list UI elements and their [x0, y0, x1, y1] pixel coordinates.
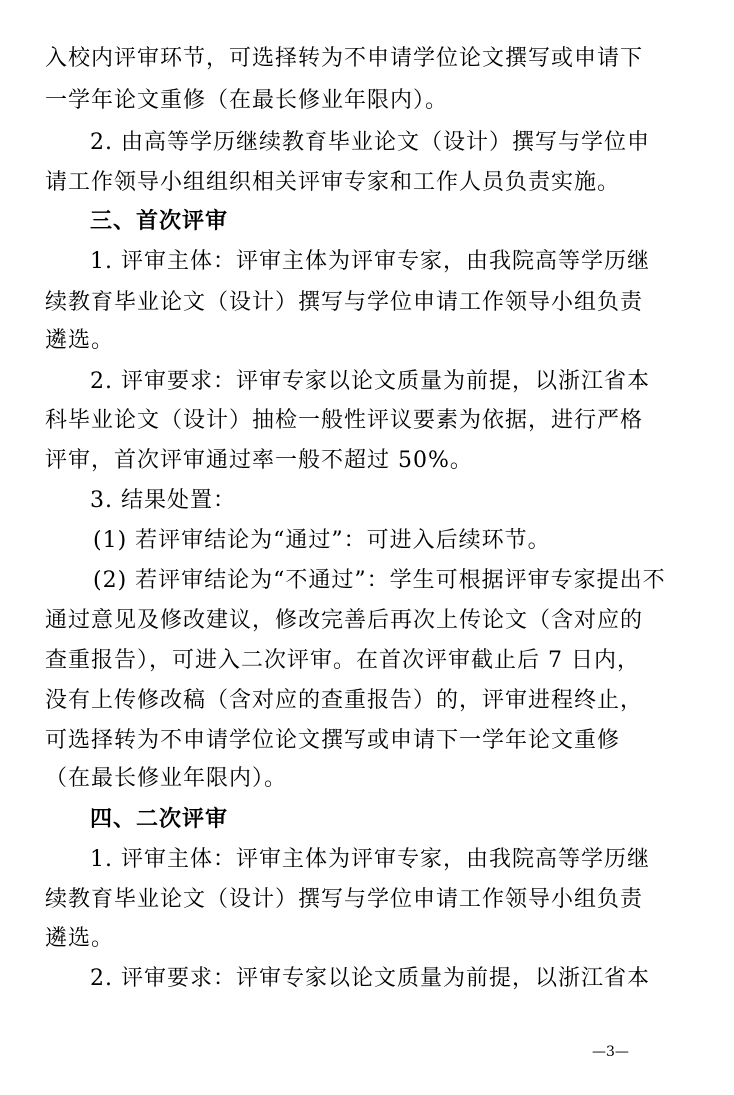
text-line: 一学年论文重修（在最长修业年限内）。	[45, 88, 449, 113]
paragraph-start: 2. 评审要求：评审专家以论文质量为前提，以浙江省本	[90, 369, 650, 394]
text-line: 续教育毕业论文（设计）撰写与学位申请工作领导小组负责	[45, 887, 644, 912]
text-line: 可选择转为不申请学位论文撰写或申请下一学年论文重修	[45, 728, 621, 753]
paragraph-start: 3. 结果处置：	[90, 488, 236, 513]
paragraph-start: 1. 评审主体：评审主体为评审专家，由我院高等学历继	[90, 249, 650, 274]
paragraph-start: 2. 由高等学历继续教育毕业论文（设计）撰写与学位申	[90, 130, 650, 155]
text-line: 入校内评审环节，可选择转为不申请学位论文撰写或申请下	[45, 46, 644, 71]
paragraph-start: 2. 评审要求：评审专家以论文质量为前提，以浙江省本	[90, 966, 650, 991]
text-line: 遴选。	[45, 328, 115, 353]
text-line: 没有上传修改稿（含对应的查重报告）的，评审进程终止，	[45, 688, 644, 713]
text-line: 评审，首次评审通过率一般不超过 50%。	[45, 448, 473, 473]
list-item: (2) 若评审结论为“不通过”：学生可根据评审专家提出不	[93, 568, 666, 593]
section-heading-first-review: 三、首次评审	[90, 209, 229, 234]
page-number: —3—	[592, 1044, 629, 1060]
text-line: 查重报告），可进入二次评审。在首次评审截止后 7 日内，	[45, 648, 640, 673]
text-line: 遴选。	[45, 926, 115, 951]
section-heading-second-review: 四、二次评审	[90, 807, 229, 832]
text-line: 通过意见及修改建议，修改完善后再次上传论文（含对应的	[45, 608, 644, 633]
text-line: 请工作领导小组组织相关评审专家和工作人员负责实施。	[45, 170, 621, 195]
list-item: (1) 若评审结论为“通过”：可进入后续环节。	[93, 528, 551, 553]
text-line: （在最长修业年限内）。	[45, 766, 288, 791]
text-line: 科毕业论文（设计）抽检一般性评议要素为依据，进行严格	[45, 408, 644, 433]
paragraph-start: 1. 评审主体：评审主体为评审专家，由我院高等学历继	[90, 847, 650, 872]
text-line: 续教育毕业论文（设计）撰写与学位申请工作领导小组负责	[45, 290, 644, 315]
